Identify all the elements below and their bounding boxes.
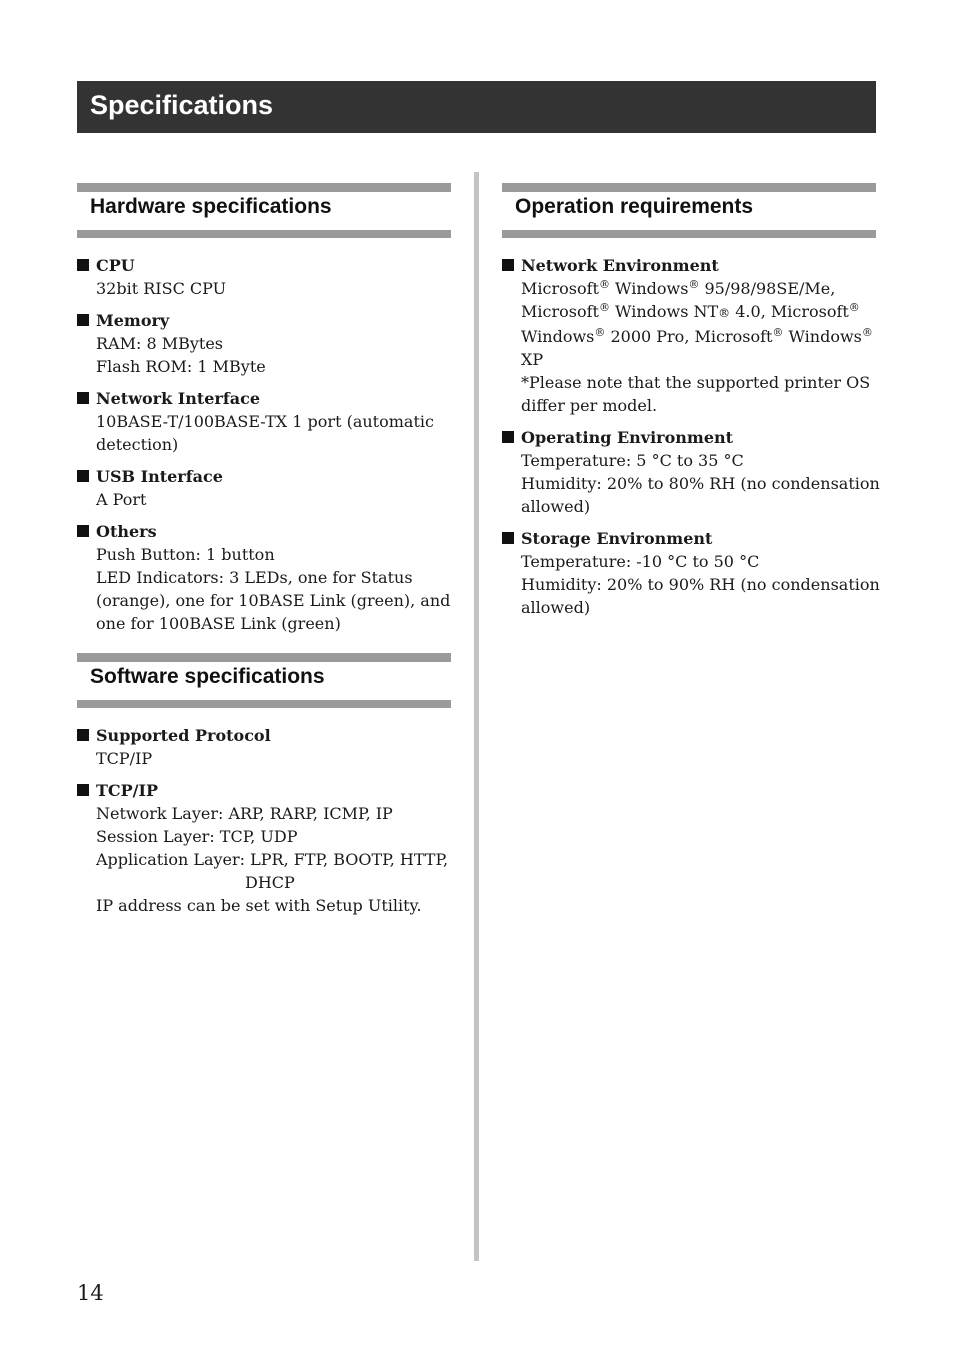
spec-item-operating-environment [502, 426, 882, 518]
page-number: 14 [77, 1281, 104, 1305]
item-title: Others [96, 522, 157, 541]
item-line: Microsoft® Windows NT® 4.0, Microsoft® [521, 301, 860, 321]
item-line: allowed) [521, 497, 591, 516]
spec-item-storage-environment [502, 527, 882, 619]
spec-item-memory [77, 309, 467, 378]
item-title: Supported Protocol [96, 726, 271, 745]
page-title-bar [77, 81, 876, 133]
header-rule-bottom [77, 230, 451, 238]
item-line: A Port [96, 490, 147, 509]
header-rule-top [77, 183, 451, 192]
item-line: XP [521, 350, 544, 369]
spec-item-network-environment [502, 254, 882, 417]
column-divider [474, 172, 479, 1261]
operation-list [502, 254, 882, 628]
page-title: Specifications [90, 90, 274, 120]
item-line: Network Layer: ARP, RARP, ICMP, IP [96, 804, 393, 823]
item-line: differ per model. [521, 396, 658, 415]
item-line: Windows® 2000 Pro, Microsoft® Windows® [521, 326, 873, 346]
square-bullet-icon [502, 431, 514, 443]
item-line: one for 100BASE Link (green) [96, 614, 341, 633]
software-list [77, 724, 467, 926]
spec-item-cpu [77, 254, 467, 300]
software-heading: Software specifications [90, 665, 325, 688]
hardware-section-header [77, 183, 451, 238]
spec-item-usb-interface [77, 465, 467, 511]
software-section-header [77, 653, 451, 708]
header-rule-bottom [77, 700, 451, 708]
item-line: 10BASE-T/100BASE-TX 1 port (automatic [96, 412, 434, 431]
item-title: TCP/IP [96, 781, 159, 800]
item-line: DHCP [245, 873, 295, 892]
item-title: Network Environment [521, 256, 719, 275]
square-bullet-icon [77, 392, 89, 404]
spec-item-supported-protocol [77, 724, 467, 770]
hardware-heading: Hardware specifications [90, 195, 332, 218]
item-line: TCP/IP [96, 749, 153, 768]
square-bullet-icon [77, 470, 89, 482]
square-bullet-icon [77, 259, 89, 271]
square-bullet-icon [77, 525, 89, 537]
item-line: Temperature: -10 °C to 50 °C [521, 552, 760, 571]
item-title: Network Interface [96, 389, 261, 408]
operation-section-header [502, 183, 876, 238]
item-line: Humidity: 20% to 80% RH (no condensation [521, 474, 880, 493]
square-bullet-icon [502, 259, 514, 271]
item-title: Operating Environment [521, 428, 734, 447]
item-line: Session Layer: TCP, UDP [96, 827, 298, 846]
item-line: Application Layer: LPR, FTP, BOOTP, HTTP, [96, 850, 449, 869]
spec-item-network-interface [77, 387, 467, 456]
item-title: Storage Environment [521, 529, 713, 548]
item-line: 32bit RISC CPU [96, 279, 227, 298]
item-line: allowed) [521, 598, 591, 617]
item-line: Flash ROM: 1 MByte [96, 357, 266, 376]
header-rule-top [502, 183, 876, 192]
square-bullet-icon [77, 314, 89, 326]
item-title: USB Interface [96, 467, 223, 486]
item-line: *Please note that the supported printer OS [521, 373, 871, 392]
square-bullet-icon [77, 729, 89, 741]
item-line: RAM: 8 MBytes [96, 334, 224, 353]
spec-item-others [77, 520, 467, 635]
item-line: LED Indicators: 3 LEDs, one for Status [96, 568, 413, 587]
square-bullet-icon [77, 784, 89, 796]
operation-heading: Operation requirements [515, 195, 754, 218]
item-title: Memory [96, 311, 170, 330]
item-line: detection) [96, 435, 179, 454]
item-line: Microsoft® Windows® 95/98/98SE/Me, [521, 278, 836, 298]
hardware-list [77, 254, 467, 644]
item-title: CPU [96, 256, 135, 275]
header-rule-bottom [502, 230, 876, 238]
header-rule-top [77, 653, 451, 662]
item-line: Humidity: 20% to 90% RH (no condensation [521, 575, 880, 594]
item-line: (orange), one for 10BASE Link (green), and [96, 591, 451, 610]
item-line: IP address can be set with Setup Utility. [96, 896, 422, 915]
square-bullet-icon [502, 532, 514, 544]
spec-item-tcpip [77, 779, 467, 917]
item-line: Push Button: 1 button [96, 545, 275, 564]
item-line: Temperature: 5 °C to 35 °C [521, 451, 744, 470]
